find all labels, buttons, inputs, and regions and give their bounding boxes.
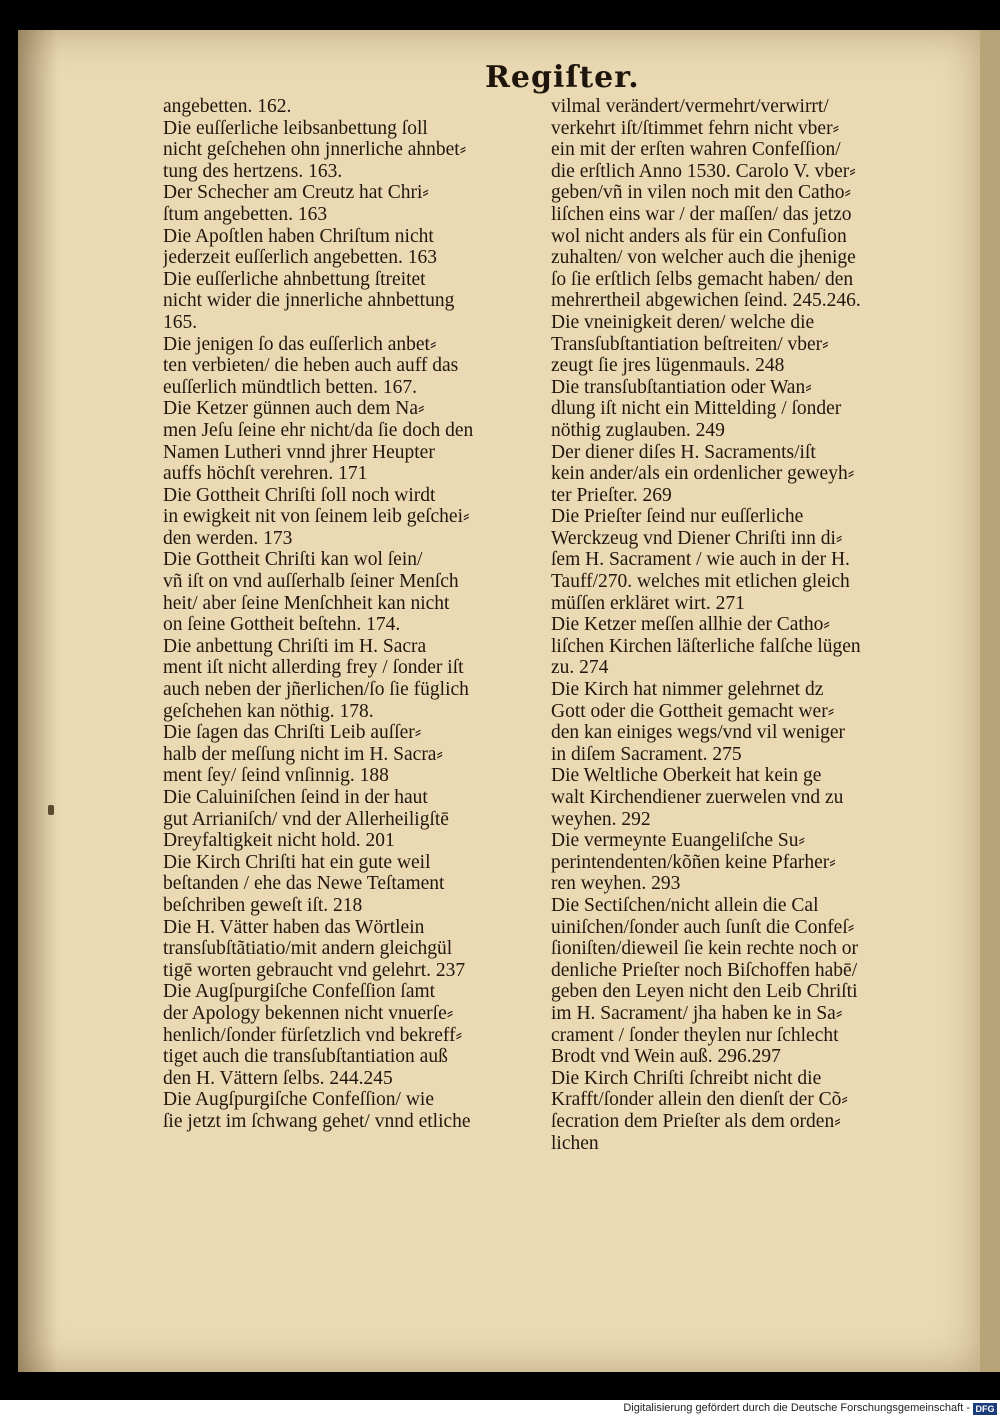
text-line: den werden. 173 xyxy=(163,527,293,549)
text-line: Der Schecher am Creutz hat Chri⸗ xyxy=(163,182,429,204)
text-line: zuhalten/ von welcher auch die jhenige xyxy=(551,247,856,269)
text-line: beſchriben geweſt iſt. 218 xyxy=(163,894,363,916)
text-line: Die euſſerliche ahnbettung ſtreitet xyxy=(163,268,426,290)
text-line: Krafft/ſonder allein den dienſt der Cõ⸗ xyxy=(551,1089,848,1111)
text-line: henlich/ſonder fürſetzlich vnd bekreff⸗ xyxy=(163,1024,463,1046)
text-line: Die Augſpurgiſche Confeſſion/ wie xyxy=(163,1089,434,1111)
text-line: kein ander/als ein ordenlicher geweyh⸗ xyxy=(551,463,855,485)
text-line: ſo ſie erſtlich ſelbs gemacht haben/ den xyxy=(551,268,854,290)
text-line: Namen Lutheri vnnd jhrer Heupter xyxy=(163,441,435,463)
text-line: denliche Prieſter noch Biſchoffen habē/ xyxy=(551,959,858,981)
text-line: on ſeine Gottheit beſtehn. 174. xyxy=(163,614,401,636)
text-line: transſubſtãtiatio/mit andern gleichgül xyxy=(163,938,453,960)
margin-mark xyxy=(48,805,54,815)
text-line: müſſen erkläret wirt. 271 xyxy=(551,592,745,614)
text-line: ſem H. Sacrament / wie auch in der H. xyxy=(551,549,850,571)
text-line: Die H. Vätter haben das Wörtlein xyxy=(163,916,425,938)
text-line: auch neben der jñerlichen/ſo ſie füglich xyxy=(163,679,469,701)
text-line: Die Kirch Chriſti ſchreibt nicht die xyxy=(551,1067,822,1089)
text-line: Die Ketzer meſſen allhie der Catho⸗ xyxy=(551,614,830,636)
funding-credit: Digitalisierung gefördert durch die Deutsche Forschungsgemeinschaft - xyxy=(623,1402,970,1414)
text-line: nicht geſchehen ohn jnnerliche ahnbet⸗ xyxy=(163,139,467,161)
text-line: ren weyhen. 293 xyxy=(551,873,681,895)
text-line: Die euſſerliche leibsanbettung ſoll xyxy=(163,117,428,139)
text-line: liſchen Kirchen läſterliche falſche lügen xyxy=(551,635,861,657)
text-line: Die vneinigkeit deren/ welche die xyxy=(551,311,815,333)
text-line: ment ſey/ ſeind vnſinnig. 188 xyxy=(163,765,389,787)
text-line: verkehrt iſt/ſtimmet fehrn nicht vber⸗ xyxy=(551,117,840,139)
dfg-logo: DFG xyxy=(973,1403,997,1415)
text-line: ſioniſten/dieweil ſie kein rechte noch or xyxy=(551,938,859,960)
text-line: nicht wider die jnnerliche ahnbettung xyxy=(163,290,455,312)
text-line: Die anbettung Chriſti im H. Sacra xyxy=(163,635,427,657)
text-line: beſtanden / ehe das Newe Teſtament xyxy=(163,873,445,895)
page-edge xyxy=(980,30,1000,1372)
right-column xyxy=(551,96,941,1154)
text-line: Die Augſpurgiſche Confeſſion ſamt xyxy=(163,981,436,1003)
text-line: walt Kirchendiener zuerwelen vnd zu xyxy=(551,787,844,808)
text-line: weyhen. 292 xyxy=(551,808,651,830)
text-line: Gott oder die Gottheit gemacht wer⸗ xyxy=(551,700,835,722)
text-line: 165. xyxy=(163,311,198,333)
text-line: die erſtlich Anno 1530. Carolo V. vber⸗ xyxy=(551,160,856,182)
text-line: Die Ketzer günnen auch dem Na⸗ xyxy=(163,398,425,420)
text-line: ſtum angebetten. 163 xyxy=(163,203,328,225)
text-line: auffs höchſt verehren. 171 xyxy=(163,463,368,485)
text-line: geben/vñ in vilen noch mit den Catho⸗ xyxy=(551,182,852,204)
text-line: Die Gottheit Chriſti ſoll noch wirdt xyxy=(163,484,436,506)
text-line: in diſem Sacrament. 275 xyxy=(551,743,742,765)
text-line: nöthig zuglauben. 249 xyxy=(551,419,725,441)
text-line: Die Kirch hat nimmer gelehrnet dz xyxy=(551,679,824,701)
text-line: jederzeit euſſerlich angebetten. 163 xyxy=(163,247,437,269)
text-line: Die ſagen das Chriſti Leib auſſer⸗ xyxy=(163,722,422,744)
text-line: Die Prieſter ſeind nur euſſerliche xyxy=(551,506,804,528)
text-line: heit/ aber ſeine Menſchheit kan nicht xyxy=(163,592,450,614)
left-column xyxy=(163,96,535,1133)
text-line: crament / ſonder theylen nur ſchlecht xyxy=(551,1024,839,1046)
text-line: Die Apoſtlen haben Chriſtum nicht xyxy=(163,225,434,247)
text-line: liſchen eins war / der maſſen/ das jetzo xyxy=(551,203,852,225)
text-line: Die vermeynte Euangeliſche Su⸗ xyxy=(551,830,805,852)
text-line: ten verbieten/ die heben auch auff das xyxy=(163,355,459,377)
text-line: ſie jetzt im ſchwang gehet/ vnnd etliche xyxy=(163,1110,471,1132)
text-line: Die transſubſtantiation oder Wan⸗ xyxy=(551,376,812,398)
text-line: Die Gottheit Chriſti kan wol ſein/ xyxy=(163,549,423,571)
text-line: geſchehen kan nöthig. 178. xyxy=(163,700,374,722)
text-line: angebetten. 162. xyxy=(163,96,292,117)
text-line: Die jenigen ſo das euſſerlich anbet⸗ xyxy=(163,333,437,355)
text-line: den H. Vättern ſelbs. 244.245 xyxy=(163,1067,393,1089)
text-line: uiniſchen/ſonder auch ſunſt die Confeſ⸗ xyxy=(551,916,855,938)
text-line: ein mit der erſten wahren Confeſſion/ xyxy=(551,139,841,161)
text-line: euſſerlich mündtlich betten. 167. xyxy=(163,376,417,398)
text-line: Die Weltliche Oberkeit hat kein ge xyxy=(551,765,822,787)
text-line: Brodt vnd Wein auß. 296.297 xyxy=(551,1046,781,1068)
text-line: tigē worten gebraucht vnd gelehrt. 237 xyxy=(163,959,466,981)
text-line: mehrertheil abgewichen ſeind. 245.246. xyxy=(551,290,861,312)
text-line: Die Kirch Chriſti hat ein gute weil xyxy=(163,851,431,873)
text-line: tung des hertzens. 163. xyxy=(163,160,343,182)
text-line: zeugt ſie jres lügenmauls. 248 xyxy=(551,355,785,377)
text-line: geben den Leyen nicht den Leib Chriſti xyxy=(551,981,858,1003)
text-line: den kan einiges wegs/vnd vil weniger xyxy=(551,722,846,744)
text-line: im H. Sacrament/ jha haben ke in Sa⸗ xyxy=(551,1002,843,1024)
running-head: Regiſter. xyxy=(485,60,640,95)
text-line: halb der meſſung nicht im H. Sacra⸗ xyxy=(163,743,443,765)
text-line: dlung iſt nicht ein Mittelding / ſonder xyxy=(551,398,842,420)
text-line: vñ iſt on vnd auſſerhalb ſeiner Menſch xyxy=(163,571,459,593)
text-line: zu. 274 xyxy=(551,657,609,679)
text-line: Der diener diſes H. Sacraments/iſt xyxy=(551,441,816,463)
text-line: perintendenten/kõñen keine Pfarher⸗ xyxy=(551,851,836,873)
text-line: Die Sectiſchen/nicht allein die Cal xyxy=(551,894,819,916)
text-line: ter Prieſter. 269 xyxy=(551,484,672,506)
text-line: men Jeſu ſeine ehr nicht/da ſie doch den xyxy=(163,419,474,441)
text-line: der Apology bekennen nicht vnuerſe⸗ xyxy=(163,1002,454,1024)
text-line: tiget auch die transſubſtantiation auß xyxy=(163,1046,448,1068)
text-line: Die Caluiniſchen ſeind in der haut xyxy=(163,787,428,808)
text-line: ſecration dem Prieſter als dem orden⸗ xyxy=(551,1110,841,1132)
text-line: wol nicht anders als für ein Confuſion xyxy=(551,225,847,247)
text-line: Werckzeug vnd Diener Chriſti inn di⸗ xyxy=(551,527,843,549)
text-line: in ewigkeit nit von ſeinem leib geſchei⸗ xyxy=(163,506,470,528)
text-line: Transſubſtantiation beſtreiten/ vber⸗ xyxy=(551,333,829,355)
text-line: vilmal verändert/vermehrt/verwirrt/ xyxy=(551,96,829,117)
text-line: Dreyfaltigkeit nicht hold. 201 xyxy=(163,830,395,852)
text-line: ment iſt nicht allerding frey / ſonder iſt xyxy=(163,657,464,679)
text-line: lichen xyxy=(551,1132,599,1154)
text-line: gut Arrianiſch/ vnd der Allerheiligſtē xyxy=(163,808,449,830)
text-line: Tauff/270. welches mit etlichen gleich xyxy=(551,571,850,593)
